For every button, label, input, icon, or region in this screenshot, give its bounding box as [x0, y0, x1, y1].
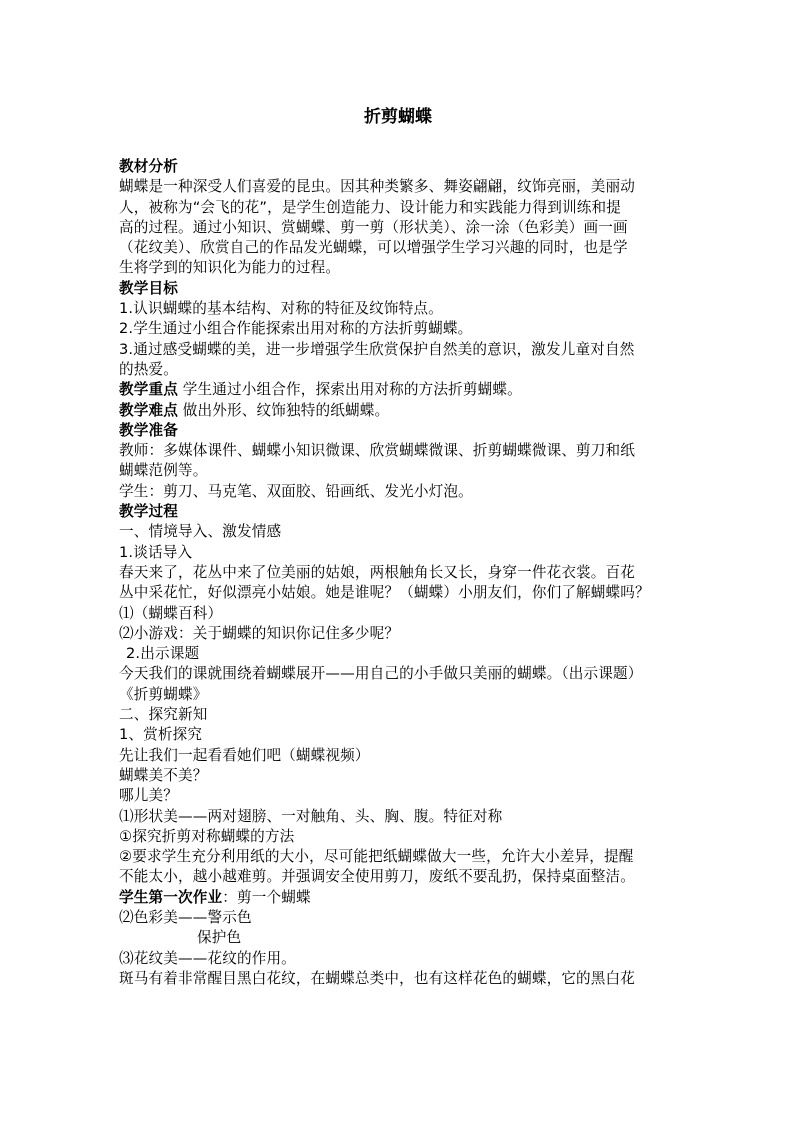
- line-text: 3.通过感受蝴蝶的美，进一步增强学生欣赏保护自然美的意识，激发儿童对自然: [119, 340, 635, 358]
- line-text: ⑴（蝴蝶百科）: [119, 604, 223, 622]
- text-line: [119, 847, 677, 867]
- line-text: 丛中采花忙，好似漂亮小姑娘。她是谁呢？（蝴蝶）小朋友们，你们了解蝴蝶吗？: [119, 584, 650, 602]
- line-text: 2.学生通过小组合作能探索出用对称的方法折剪蝴蝶。: [119, 320, 473, 338]
- text-line: [119, 624, 677, 644]
- text-line: [119, 441, 677, 461]
- line-text: ②要求学生充分利用纸的大小，尽可能把纸蝴蝶做大一些，允许大小差异，提醒: [119, 848, 634, 866]
- line-text: ⑵小游戏：关于蝴蝶的知识你记住多少呢？: [119, 624, 400, 642]
- line-text: 1.认识蝴蝶的基本结构、对称的特征及纹饰特点。: [119, 300, 443, 318]
- document-title: 折剪蝴蝶: [364, 107, 432, 127]
- text-line: [119, 969, 677, 989]
- line-text: 教学准备: [119, 421, 178, 439]
- line-text: 《折剪蝴蝶》: [119, 685, 208, 703]
- line-text: 学生通过小组合作，探索出用对称的方法折剪蝴蝶。: [177, 381, 522, 399]
- line-text: ：剪一个蝴蝶: [222, 888, 311, 906]
- text-line: [119, 563, 677, 583]
- text-line: [119, 360, 677, 380]
- text-line: [119, 238, 677, 258]
- text-line: [119, 583, 677, 603]
- line-text: 教师：多媒体课件、蝴蝶小知识微课、欣赏蝴蝶微课、折剪蝴蝶微课、剪刀和纸: [119, 442, 636, 460]
- line-text: 斑马有着非常醒目黑白花纹，在蝴蝶总类中，也有这样花色的蝴蝶，它的黑白花: [119, 969, 636, 987]
- text-line: [119, 705, 677, 725]
- text-line: [119, 908, 677, 928]
- line-text: ⑵色彩美——警示色: [119, 908, 252, 926]
- text-line: [119, 725, 677, 745]
- line-text: ⑴形状美——两对翅膀、一对触角、头、胸、腹。特征对称: [119, 807, 503, 825]
- line-text: 今天我们的课就围绕着蝴蝶展开——用自己的小手做只美丽的蝴蝶。（出示课题）: [119, 665, 643, 683]
- text-line: [119, 928, 677, 948]
- text-line: [119, 461, 677, 481]
- line-text: （花纹美）、欣赏自己的作品发光蝴蝶，可以增强学生学习兴趣的同时，也是学: [119, 239, 628, 257]
- line-text: 春天来了，花丛中来了位美丽的姑娘，两根触角长又长，身穿一件花衣裳。百花: [119, 563, 636, 581]
- line-text: 蝴蝶范例等。: [119, 462, 208, 480]
- text-line: [119, 827, 677, 847]
- line-text: 学生：剪刀、马克笔、双面胶、铅画纸、发光小灯泡。: [119, 482, 473, 500]
- line-text: 教学过程: [119, 503, 178, 521]
- text-line: [119, 786, 677, 806]
- line-text: 教材分析: [119, 158, 178, 175]
- line-text: 1.谈话导入: [119, 543, 193, 561]
- line-text: 1、赏析探究: [119, 726, 203, 744]
- text-line: [119, 604, 677, 624]
- text-line: [119, 401, 677, 421]
- section-heading: [119, 502, 677, 522]
- text-line: [119, 807, 677, 827]
- line-text: 一、情境导入、激发情感: [119, 523, 282, 541]
- text-line: [119, 482, 677, 502]
- text-line: [119, 664, 677, 684]
- text-line: [119, 380, 677, 400]
- inline-heading: 教学重点: [119, 381, 178, 399]
- line-text: 蝴蝶美不美？: [119, 766, 208, 784]
- text-line: [119, 746, 677, 766]
- text-line: [119, 198, 677, 218]
- document-body: [119, 157, 677, 989]
- text-line: [119, 644, 677, 664]
- section-heading: [119, 157, 677, 177]
- line-text: 做出外形、纹饰独特的纸蝴蝶。: [177, 401, 390, 419]
- text-line: [119, 258, 677, 278]
- section-heading: [119, 279, 677, 299]
- text-line: [119, 766, 677, 786]
- text-line: [119, 340, 677, 360]
- line-text: 不能太小，越小越难剪。并强调安全使用剪刀，废纸不要乱扔，保持桌面整洁。: [119, 868, 636, 886]
- line-text: 生将学到的知识化为能力的过程。: [119, 259, 341, 277]
- line-text: 先让我们一起看看她们吧（蝴蝶视频）: [119, 746, 370, 764]
- document-page: [119, 98, 677, 989]
- text-line: [119, 299, 677, 319]
- line-text: 教学目标: [119, 279, 178, 297]
- text-line: [119, 218, 677, 238]
- inline-heading: 教学难点: [119, 401, 178, 419]
- text-line: [119, 177, 677, 197]
- text-line: [119, 949, 677, 969]
- line-text: 蝴蝶是一种深受人们喜爱的昆虫。因其种类繁多、舞姿翩翩，纹饰亮丽，美丽动: [119, 178, 636, 196]
- line-text: 二、探究新知: [119, 706, 208, 724]
- line-text: 的热爱。: [119, 360, 178, 378]
- section-heading: [119, 421, 677, 441]
- text-line: [119, 685, 677, 705]
- text-line: [119, 888, 677, 908]
- text-line: [119, 867, 677, 887]
- line-text: 保护色: [197, 929, 242, 947]
- inline-heading: 学生第一次作业: [119, 888, 223, 906]
- line-text: ①探究折剪对称蝴蝶的方法: [119, 827, 295, 845]
- line-text: 2.出示课题: [126, 645, 200, 663]
- text-line: [119, 522, 677, 542]
- text-line: [119, 543, 677, 563]
- line-text: 高的过程。通过小知识、赏蝴蝶、剪一剪（形状美）、涂一涂（色彩美）画一画: [119, 218, 628, 236]
- line-text: ⑶花纹美——花纹的作用。: [119, 949, 296, 967]
- text-line: [119, 319, 677, 339]
- line-text: 哪儿美？: [119, 787, 178, 805]
- line-text: 人，被称为“会飞的花”，是学生创造能力、设计能力和实践能力得到训练和提: [119, 198, 621, 216]
